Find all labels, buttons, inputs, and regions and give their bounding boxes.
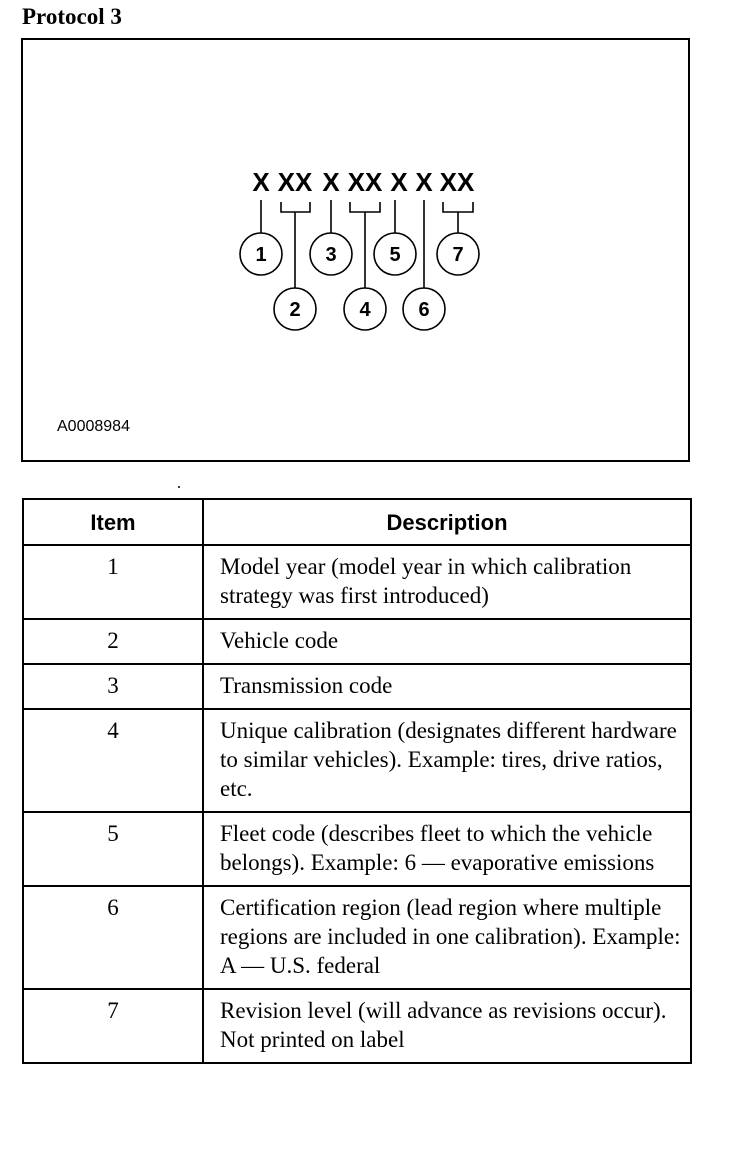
code-group-2: XX bbox=[277, 167, 313, 197]
bracket-2 bbox=[281, 202, 310, 212]
item-number: 3 bbox=[23, 664, 203, 709]
scan-speck bbox=[178, 486, 180, 488]
code-diagram bbox=[21, 38, 690, 462]
code-group-7: XX bbox=[439, 167, 475, 197]
header-item: Item bbox=[23, 499, 203, 545]
table-row bbox=[23, 664, 691, 709]
table-row bbox=[23, 886, 691, 989]
table-header-row bbox=[23, 499, 691, 545]
table-row bbox=[23, 989, 691, 1063]
callout-label-2: 2 bbox=[289, 299, 301, 321]
code-group-3: X bbox=[322, 167, 340, 197]
callout-label-6: 6 bbox=[418, 299, 430, 321]
table-row bbox=[23, 619, 691, 664]
callout-label-5: 5 bbox=[389, 244, 401, 266]
item-description: Certification region (lead region where multiple regions are included in one calibration). Example: A — U.S. federal bbox=[203, 886, 691, 989]
callout-label-7: 7 bbox=[452, 244, 464, 266]
table-row bbox=[23, 545, 691, 619]
item-number: 1 bbox=[23, 545, 203, 619]
callout-label-1: 1 bbox=[255, 244, 267, 266]
item-number: 6 bbox=[23, 886, 203, 989]
table-row bbox=[23, 709, 691, 812]
code-group-1: X bbox=[252, 167, 270, 197]
item-description: Transmission code bbox=[203, 664, 691, 709]
item-description: Revision level (will advance as revisions occur). Not printed on label bbox=[203, 989, 691, 1063]
code-group-5: X bbox=[390, 167, 408, 197]
code-group-6: X bbox=[415, 167, 433, 197]
item-description: Fleet code (describes fleet to which the vehicle belongs). Example: 6 — evaporative emissions bbox=[203, 812, 691, 886]
item-description: Model year (model year in which calibration strategy was first introduced) bbox=[203, 545, 691, 619]
bracket-7 bbox=[443, 202, 473, 212]
item-description: Unique calibration (designates different hardware to similar vehicles). Example: tires, drive ratios, etc. bbox=[203, 709, 691, 812]
header-description: Description bbox=[203, 499, 691, 545]
callout-label-3: 3 bbox=[325, 244, 337, 266]
bracket-4 bbox=[350, 202, 380, 212]
callout-label-4: 4 bbox=[359, 299, 371, 321]
item-description: Vehicle code bbox=[203, 619, 691, 664]
table-row bbox=[23, 812, 691, 886]
item-table bbox=[22, 498, 692, 1064]
section-heading: Protocol 3 bbox=[22, 4, 122, 29]
code-diagram-svg bbox=[23, 40, 692, 464]
code-group-4: XX bbox=[347, 167, 383, 197]
figure-id: A0008984 bbox=[57, 418, 130, 435]
item-number: 7 bbox=[23, 989, 203, 1063]
item-number: 2 bbox=[23, 619, 203, 664]
item-number: 5 bbox=[23, 812, 203, 886]
item-number: 4 bbox=[23, 709, 203, 812]
